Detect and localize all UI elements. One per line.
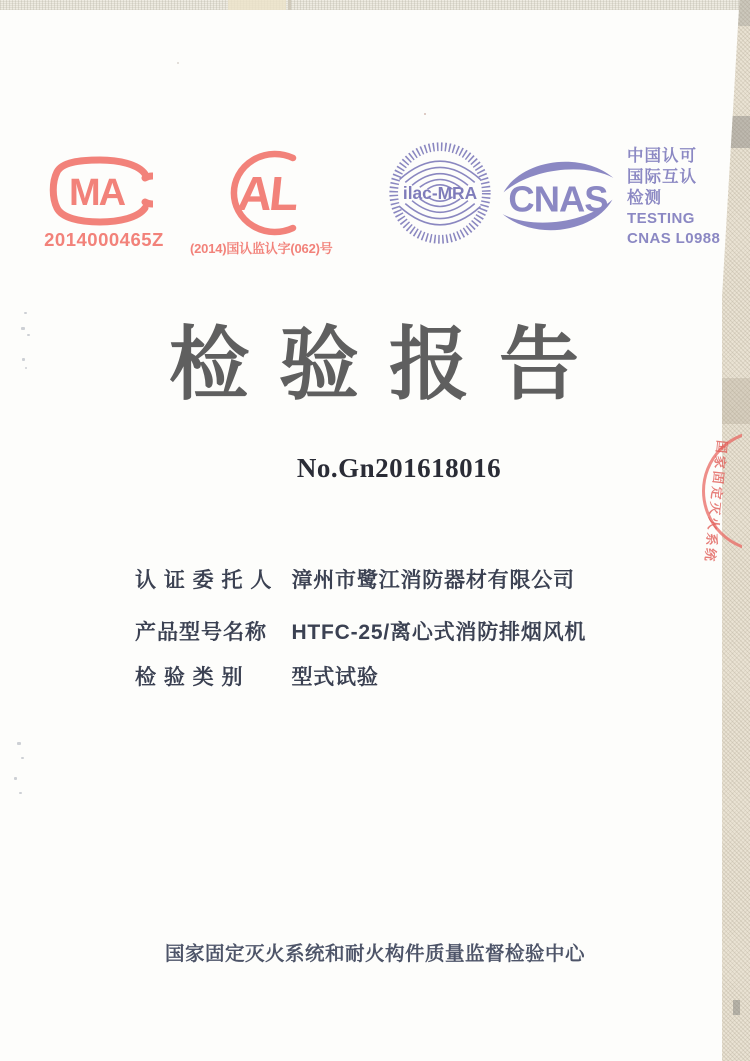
scan-speck (21, 327, 25, 330)
cnas-text-block (627, 146, 720, 249)
scan-speck (22, 358, 25, 361)
ilac-mra-logo-icon (386, 139, 494, 252)
scan-speck (27, 334, 30, 336)
scan-speck (424, 113, 426, 115)
field-value: 漳州市鹭江消防器材有限公司 (291, 569, 575, 592)
cal-letters: AL (235, 167, 299, 221)
cma-letters: MA (69, 172, 125, 214)
scan-edge-patch (288, 0, 291, 10)
field-label: 检 验 类 别 (135, 666, 244, 689)
cma-logo-icon (48, 152, 153, 235)
scan-edge-patch (715, 116, 750, 148)
cnas-line: TESTING (627, 210, 695, 227)
cnas-line: 检测 (627, 189, 662, 207)
field-row-applicant (135, 564, 575, 594)
scan-speck (21, 757, 24, 759)
scan-speck (177, 62, 179, 64)
scan-speck (17, 742, 21, 745)
page-title: 检验报告 (169, 320, 609, 409)
field-label: 认 证 委 托 人 (135, 569, 273, 592)
field-value: HTFC-25/离心式消防排烟风机 (291, 621, 587, 644)
field-row-test-category (135, 661, 379, 691)
scan-edge-top (0, 0, 750, 10)
cnas-line: CNAS L0988 (627, 230, 721, 247)
cal-logo-icon (219, 146, 319, 243)
field-row-product-model (135, 616, 586, 646)
cnas-letters: CNAS (508, 178, 608, 220)
scan-speck (24, 312, 27, 314)
cma-certificate-number: 2014000465Z (44, 229, 164, 250)
cnas-line: 中国认可 (627, 147, 697, 165)
field-value: 型式试验 (291, 666, 379, 689)
scan-speck (14, 777, 17, 780)
scan-speck (25, 367, 27, 369)
scan-speck (19, 792, 22, 794)
scan-edge-patch (228, 0, 286, 10)
ilac-mra-label: ilac-MRA (402, 182, 478, 203)
issuing-organization: 国家固定灭火系统和耐火构件质量监督检验中心 (164, 943, 585, 965)
red-seal-text: 国家固定灭火系统 (701, 439, 730, 564)
report-number: No.Gn201618016 (296, 453, 502, 483)
cnas-line: 国际互认 (627, 168, 697, 186)
cnas-logo-icon (499, 153, 617, 244)
red-seal-partial (697, 424, 742, 564)
field-label: 产品型号名称 (135, 621, 267, 644)
cal-caption: (2014)国认监认字(062)号 (190, 241, 333, 256)
scan-edge-patch (733, 1000, 740, 1015)
